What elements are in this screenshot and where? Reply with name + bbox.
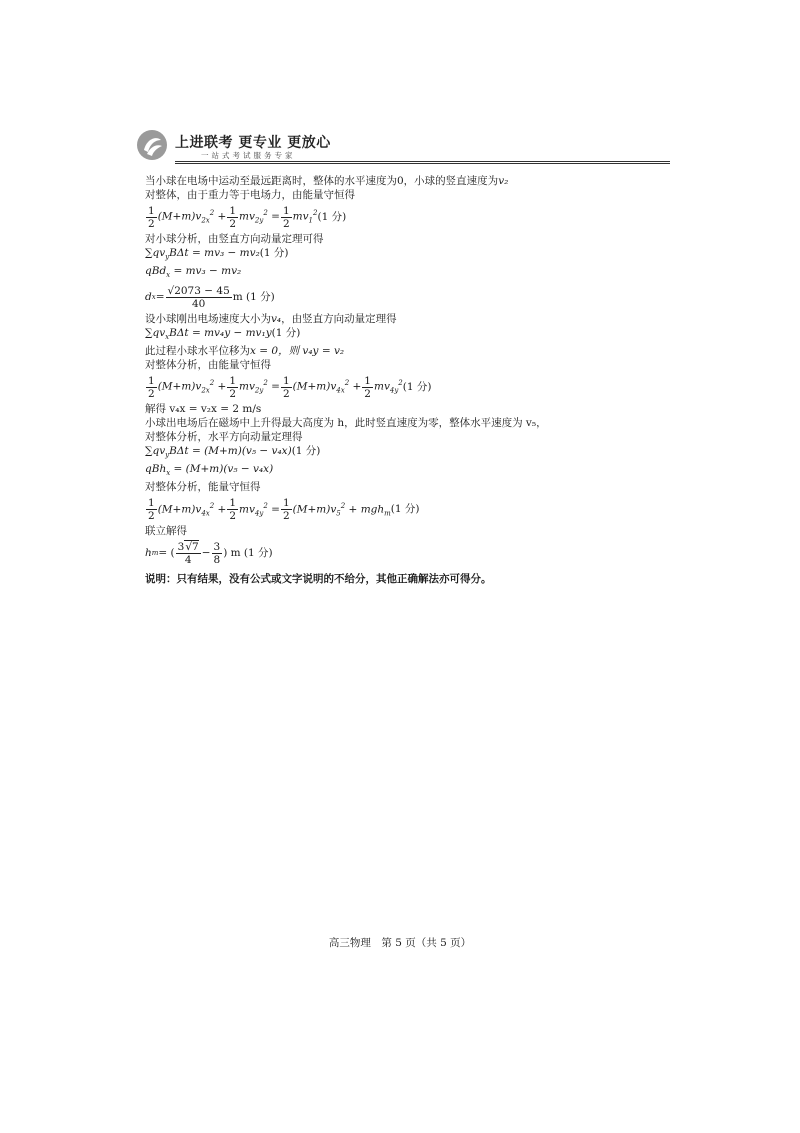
text-line: 当小球在电场中运动至最远距离时，整体的水平速度为0，小球的竖直速度为v₂ (145, 175, 509, 187)
equation-hm: h m = ( $\frac{3√7}{4}$ − $\frac{3}{8}$ ) m (1 分) (145, 540, 273, 566)
solution-body (145, 174, 675, 586)
header-rule (175, 161, 670, 162)
equation-energy-2: $\frac{1}{2}$ $(M+m)v_{2x}^2$ + $\frac{1}{2}$ $mv_{2y}^2$ = $\frac{1}{2}$ $(M+m)v_{4x}^2$ + $\frac{1}{2}$ $mv_{4y}^2$ (1 分) (148, 374, 432, 400)
equation-energy-3: $\frac{1}{2}$ $(M+m)v_{4x}^2$ + $\frac{1}{2}$ $mv_{4y}^2$ = $\frac{1}{2}$ $(M+m)v_5^2 + mgh_m$ (1 分) (148, 496, 420, 522)
text-line: 此过程小球水平位移为x = 0，则 v₄y = v₂ (145, 345, 345, 358)
text-line: 对整体分析，水平方向动量定理得 (145, 431, 303, 444)
equation-line: $\sum qv_yB\Delta t = (M+m)(v_5 - v_4x)(1$ 分) (145, 445, 321, 460)
text-line: 对整体分析，能量守恒得 (145, 481, 261, 494)
equation-line: $\sum qv_yB\Delta t = mv_3 - mv_2(1$ 分) (145, 247, 289, 262)
equation-line: qBh$_x$ = (M+m)(v₅ − v₄x) (145, 463, 274, 478)
text-line: 对整体，由于重力等于电场力，由能量守恒得 (145, 189, 355, 201)
header-rule-double (175, 163, 670, 164)
equation-energy-1: $\frac{1}{2}$ $(M+m)v_{2x}^2$ + $\frac{1}{2}$ $mv_{2y}^2$ = $\frac{1}{2}$ $mv_1^2$ (1 分) (148, 204, 347, 230)
text-line: 对整体分析，由能量守恒得 (145, 359, 271, 372)
brand-logo-icon (135, 128, 169, 162)
grading-note: 说明：只有结果，没有公式或文字说明的不给分，其他正确解法亦可得分。 (145, 573, 492, 586)
page-footer: 高三物理 第 5 页（共 5 页） (328, 937, 472, 949)
equation-line: qBd$_x$ = mv₃ − mv₂ (145, 265, 242, 280)
text-line: 小球出电场后在磁场中上升得最大高度为 h，此时竖直速度为零，整体水平速度为 v₅， (145, 417, 547, 430)
equation-line: 解得 v₄x = v₂x = 2 m/s (145, 403, 262, 416)
page-header (135, 128, 670, 168)
equation-dx: d x = $\frac{√2073 - 45}{40}$ m (1 分) (145, 284, 275, 310)
brand-subtitle: 一站式考试服务专家 (201, 151, 296, 160)
equation-line: $\sum qv_xB\Delta t = mv_4y - mv_1y(1$ 分) (145, 327, 301, 342)
text-line: 联立解得 (145, 525, 187, 538)
text-line: 设小球刚出电场速度大小为v₄，由竖直方向动量定理得 (145, 313, 397, 326)
text-line: 对小球分析，由竖直方向动量定理可得 (145, 233, 324, 245)
brand-title: 上进联考 更专业 更放心 (175, 135, 331, 151)
